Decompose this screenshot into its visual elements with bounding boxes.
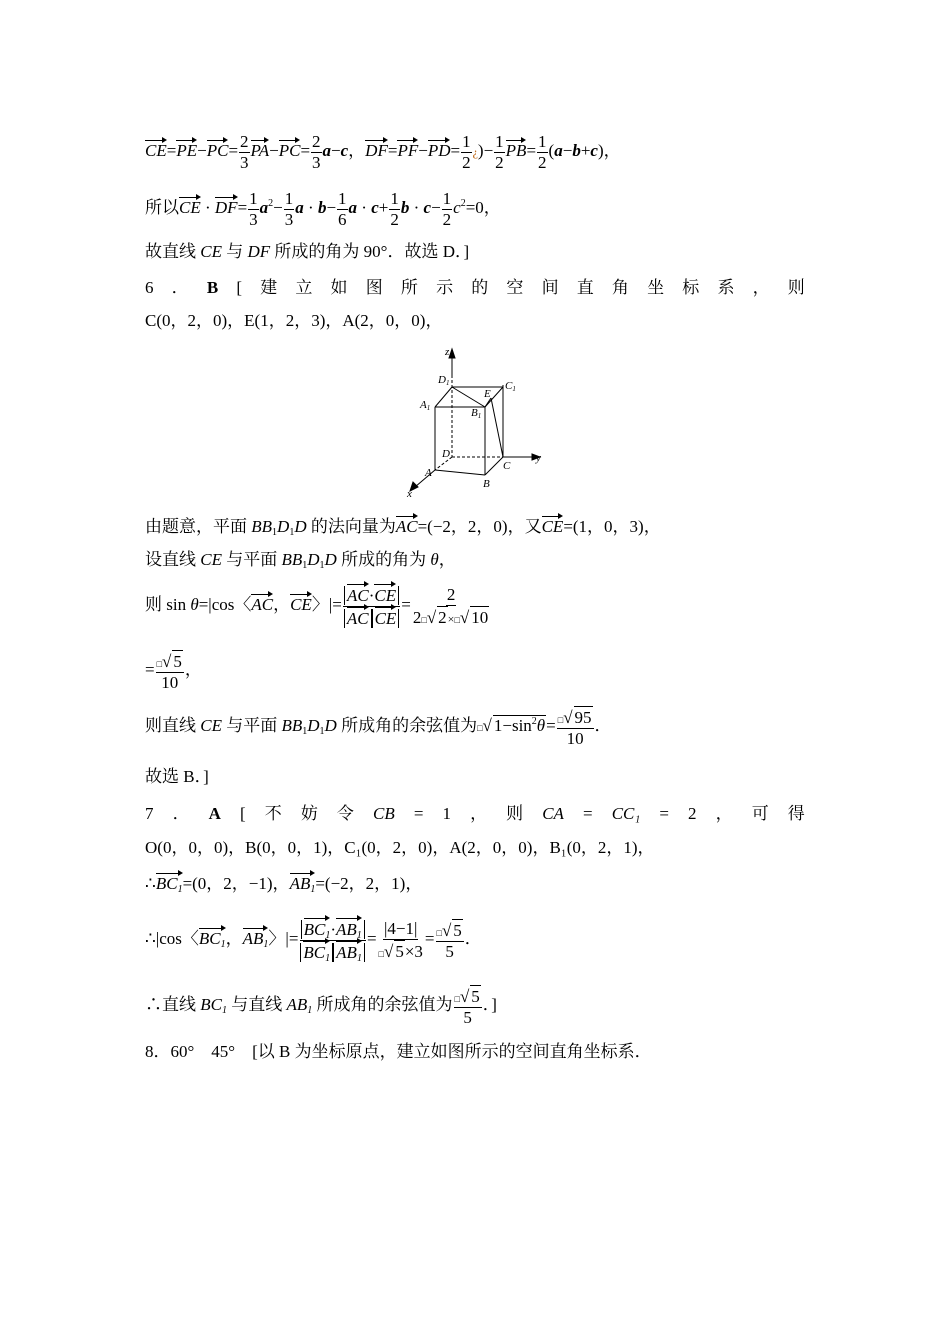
line-bc1: $BC_1$ <box>200 994 227 1016</box>
text: C(0，2，0)，E(1，2，3)，A(2，0，0)， <box>145 311 443 330</box>
vector-ce: CE <box>290 594 312 614</box>
header-word: 令 <box>336 804 354 823</box>
plane-name: D <box>307 550 320 569</box>
fraction-1-2 <box>442 189 453 229</box>
fraction-2-3 <box>239 132 250 172</box>
bold-b: b <box>572 140 581 160</box>
bold-b: b <box>317 197 327 217</box>
text: =0， <box>465 197 501 217</box>
therefore-symbol: ∴ <box>145 874 156 893</box>
label-a: A <box>425 467 432 479</box>
prism-figure <box>405 345 555 505</box>
denominator: 10 <box>566 728 584 748</box>
question-number: 6 <box>145 278 154 297</box>
vector-pe: PE <box>176 140 198 160</box>
fraction-cos <box>299 918 366 962</box>
header-word: [ <box>236 278 243 297</box>
text: = <box>228 140 239 160</box>
plane-name: BB <box>281 715 303 735</box>
equation-dot-product <box>145 189 501 229</box>
label-c1: C1 <box>505 380 516 393</box>
numerator: 1 <box>462 132 471 151</box>
text: ． <box>172 804 190 823</box>
sine-result-line <box>145 650 202 692</box>
label-a1: A1 <box>420 399 431 412</box>
fraction-2-3 <box>311 132 322 172</box>
denominator: 2 <box>390 209 399 229</box>
text: )， <box>597 140 621 160</box>
text: = <box>145 659 155 679</box>
z-arrow <box>449 349 455 358</box>
header-word: 妨 <box>300 804 318 823</box>
plane-name: D <box>324 715 337 735</box>
vector-ce: CE <box>145 140 167 160</box>
fraction-root5-5 <box>454 985 482 1027</box>
header-word: 建 <box>260 278 278 297</box>
numerator: 2 <box>312 132 321 151</box>
q7-header <box>145 805 805 822</box>
text: − <box>269 140 279 160</box>
text: ， <box>438 550 456 569</box>
fraction-1-3 <box>248 189 259 229</box>
numerator: 2 <box>240 132 249 151</box>
numerator: 2 <box>446 585 456 604</box>
plane-name: BB <box>281 550 303 569</box>
denominator: 2 <box>462 152 471 172</box>
denominator: 2 <box>538 152 547 172</box>
italic-df: DF <box>247 242 271 261</box>
denominator: 10 <box>161 672 179 692</box>
text: ． <box>594 715 612 735</box>
text: ． <box>171 278 189 297</box>
vector-pf: PF <box>397 140 419 160</box>
text: ．] <box>482 994 497 1014</box>
denominator: 5 <box>445 941 454 961</box>
header-word: 不 <box>264 804 282 823</box>
header-word: 1 <box>442 804 451 823</box>
text: 〉|= <box>268 928 299 948</box>
header-word: 则 <box>787 278 805 297</box>
numerator: □√ 5 <box>454 987 480 1006</box>
text: 8．60° 45° [以 B 为坐标原点，建立如图所示的空间直角坐标系． <box>145 1042 652 1061</box>
subscript: 1 <box>319 560 325 571</box>
text: 则直线 <box>145 715 201 735</box>
header-word: 系 <box>717 278 735 297</box>
text: = <box>300 140 311 160</box>
bold-c: c <box>340 140 349 160</box>
vector-bc1: $BC_1$ <box>155 874 183 895</box>
denominator: $BC_1$ $AB_1$ <box>299 941 366 963</box>
label-z: z <box>445 346 450 358</box>
text: ， <box>184 659 202 679</box>
numerator: 1 <box>249 189 258 208</box>
text: =(0，2，−1)， <box>182 874 290 893</box>
text: = <box>526 140 537 160</box>
fraction-root95-10 <box>557 706 594 748</box>
numerator: 1 <box>538 132 547 151</box>
equation-ce-df <box>145 132 621 172</box>
header-word: 则 <box>506 804 524 823</box>
fraction-cos <box>343 584 400 628</box>
subscript: 1 <box>319 725 325 737</box>
bold-a: a <box>554 140 563 160</box>
header-word: ， <box>752 278 770 297</box>
header-word: [ <box>240 804 246 823</box>
vector-pd: PD <box>427 140 451 160</box>
plane-name: D <box>324 550 337 569</box>
label-b1: B1 <box>471 407 482 420</box>
header-word: 坐 <box>647 278 665 297</box>
header-word: 标 <box>682 278 700 297</box>
header-word: 角 <box>611 278 629 297</box>
text: |cos〈 <box>155 928 199 948</box>
text: 则 sin <box>145 594 191 614</box>
q7-cosine <box>145 918 482 962</box>
q6-header <box>145 279 805 296</box>
text: ， <box>273 594 291 614</box>
bold-b: b <box>400 197 410 217</box>
text: 〉|= <box>311 594 342 614</box>
text: =|cos〈 <box>198 594 252 614</box>
denominator <box>343 607 400 629</box>
denominator: □√ 5×3 <box>378 941 423 961</box>
edge-a1d1 <box>435 387 452 407</box>
answer-letter: B <box>206 278 219 297</box>
bold-c: c <box>423 197 432 217</box>
plane-name: D <box>294 517 307 536</box>
text: = <box>166 140 177 160</box>
subscript: 1 <box>302 560 308 571</box>
dot: · <box>368 586 375 605</box>
numerator: □√ 5 <box>436 921 462 940</box>
dot-operator: · <box>308 197 314 217</box>
text: 与直线 <box>226 994 287 1014</box>
text: − <box>331 140 341 160</box>
fraction-value <box>378 919 424 961</box>
vector-ce: CE <box>374 586 397 605</box>
label-b: B <box>483 478 490 490</box>
theta: θ <box>430 550 439 569</box>
label-d1: D1 <box>438 374 450 387</box>
header-word: = <box>659 804 669 823</box>
vector-ce: CE <box>179 197 201 217</box>
text: − <box>483 140 494 160</box>
denominator: 2□√ 2×□√ 10 <box>412 607 489 627</box>
vector-ce: CE <box>374 608 397 628</box>
text: 所成的角为 <box>336 550 431 569</box>
denominator: 5 <box>463 1007 472 1027</box>
denominator: 3 <box>312 152 321 172</box>
q7-coordinates <box>145 839 655 856</box>
text: = <box>546 715 556 735</box>
text: =(−2，2，1)， <box>315 874 423 893</box>
dot-operator: · <box>413 197 420 217</box>
bold-c: c <box>371 197 379 217</box>
text: 由题意，平面 <box>145 517 252 536</box>
text: − <box>562 140 573 160</box>
plane-name: BB <box>251 517 273 536</box>
q6-conclusion <box>145 768 209 785</box>
therefore-symbol: ∴ <box>145 994 162 1014</box>
italic-ce: CE <box>200 715 222 735</box>
text: ( <box>548 140 555 160</box>
vector-ce: CE <box>541 517 564 536</box>
header-word: 空 <box>506 278 524 297</box>
text: − <box>197 140 207 160</box>
vector-ac: AC <box>251 594 274 614</box>
header-word: 如 <box>330 278 348 297</box>
header-word: 得 <box>787 804 805 823</box>
text: 故选 B．] <box>145 767 209 786</box>
vector-ac: AC <box>395 517 418 536</box>
label-x: x <box>407 488 412 500</box>
answer-letter: A <box>208 804 221 823</box>
text: = <box>237 197 248 217</box>
radicand: 2 <box>438 607 447 627</box>
numerator: 1 <box>390 189 399 208</box>
header-word: 示 <box>436 278 454 297</box>
numerator: □√ 95 <box>557 708 592 727</box>
numerator: □√ 5 <box>156 652 182 671</box>
vector-ac: AC <box>346 608 369 628</box>
vector-ab1: $AB_1$ <box>242 928 269 950</box>
vector-df: DF <box>365 140 388 160</box>
numerator: 1 <box>495 132 504 151</box>
bold-a: a <box>322 140 332 160</box>
fraction-root5-10 <box>156 650 184 692</box>
q7-vectors <box>145 873 423 895</box>
fraction-1-2 <box>494 132 505 172</box>
fraction-value <box>412 585 490 627</box>
bold-a: a <box>295 197 304 217</box>
header-word: 可 <box>751 804 769 823</box>
denominator: 6 <box>338 209 347 229</box>
denominator: 3 <box>240 152 249 172</box>
fraction-root5-5 <box>436 919 464 961</box>
text: − <box>418 140 428 160</box>
fraction-1-3 <box>284 189 295 229</box>
broken-glyph: ¿ <box>472 144 478 159</box>
header-word: 立 <box>295 278 313 297</box>
fraction-1-2 <box>461 132 472 172</box>
text: ， <box>348 140 366 160</box>
angle-definition-line <box>145 550 456 571</box>
header-word: 图 <box>365 278 383 297</box>
exponent: 2 <box>268 197 274 209</box>
text: 与平面 <box>221 715 282 735</box>
numerator: 1 <box>338 189 347 208</box>
fraction-1-2 <box>389 189 400 229</box>
text: = <box>401 594 411 614</box>
vector-df: DF <box>214 197 238 217</box>
radicand: 95 <box>574 708 592 727</box>
radicand: $1-\sin^2\theta$ <box>493 715 546 735</box>
text: = <box>366 928 377 948</box>
numerator: $BC_1\cdot AB_1$ <box>300 918 366 941</box>
italic-c: c <box>453 197 461 217</box>
header-word: 直 <box>576 278 594 297</box>
denominator: 2 <box>495 152 504 172</box>
root-box: □ <box>477 722 483 733</box>
edge-ab <box>435 470 485 475</box>
sine-formula-line <box>145 584 491 628</box>
header-word: ， <box>715 804 733 823</box>
denominator: 3 <box>249 209 258 229</box>
header-word: CB <box>373 804 395 823</box>
text: 所成角的余弦值为 <box>312 994 453 1014</box>
theta: θ <box>190 594 199 614</box>
fraction-1-6 <box>337 189 348 229</box>
edge-ec <box>491 398 503 457</box>
text: + <box>580 140 591 160</box>
header-word: 间 <box>541 278 559 297</box>
bold-a: a <box>348 197 358 217</box>
vector-pa: PA <box>250 140 270 160</box>
italic-ce: CE <box>200 550 222 569</box>
denominator: 2 <box>442 209 452 229</box>
vector-pc: PC <box>278 140 301 160</box>
label-y: y <box>536 452 541 464</box>
text: 所以 <box>145 197 179 217</box>
subscript: 1 <box>302 725 308 737</box>
dot-operator: · <box>361 197 367 217</box>
numerator: 1 <box>442 189 452 208</box>
vector-ab1: $AB_1$ <box>289 874 316 895</box>
text: ) <box>477 140 484 160</box>
q8-line <box>145 1043 652 1060</box>
conclusion-q5 <box>145 243 469 260</box>
text: 设直线 <box>145 550 201 569</box>
subscript: 1 <box>289 527 295 538</box>
subscript: 1 <box>272 527 278 538</box>
q7-conclusion <box>145 985 497 1027</box>
text: 的法向量为 <box>306 517 396 536</box>
edge-bc <box>485 457 503 475</box>
cosine-value-line: 则直线 CE 与平面 $BB_1D_1D$ 所成角的余弦值为□√ $1-\sin^2\theta=$ $\frac{□√ 95}{10}$ ． <box>145 708 612 748</box>
label-c: C <box>503 460 511 472</box>
header-word: 的 <box>471 278 489 297</box>
vector-pc: PC <box>206 140 229 160</box>
vector-pb: PB <box>505 140 527 160</box>
text: =(−2，2，0)，又 <box>417 517 542 536</box>
text: + <box>378 197 389 217</box>
text: ． <box>464 928 482 948</box>
vector-bc1: $BC_1$ <box>198 928 226 950</box>
numerator: 1 <box>284 189 294 208</box>
dot-operator: · <box>204 197 211 217</box>
text: =(1，0，3)， <box>563 517 661 536</box>
question-number: 7 <box>145 804 154 823</box>
text: = <box>387 140 398 160</box>
label-e: E <box>484 388 491 400</box>
text: − <box>326 197 337 217</box>
text: 与 <box>221 242 248 261</box>
text: 与平面 <box>221 550 282 569</box>
header-word: = <box>583 804 593 823</box>
q6-coordinates <box>145 312 442 329</box>
denominator: 3 <box>284 209 294 229</box>
header-word: 2 <box>688 804 697 823</box>
italic-ce: CE <box>200 242 222 261</box>
plane-name: D <box>277 517 290 536</box>
text: = <box>450 140 461 160</box>
therefore-symbol: ∴ <box>145 928 156 948</box>
label-d: D <box>442 448 450 460</box>
header-word: CA <box>542 804 564 823</box>
text: 所成的角为 90°．故选 D．] <box>270 242 470 261</box>
header-word: CC₁ <box>611 804 641 823</box>
text: − <box>273 197 283 217</box>
text: O(0，0，0)，B(0，0，1)，C₁(0，2，0)，A(2，0，0)，B₁(0，2，1)， <box>145 838 655 857</box>
header-word: = <box>413 804 424 823</box>
text: ， <box>225 928 243 948</box>
bold-c: c <box>590 140 598 160</box>
header-word: 所 <box>400 278 418 297</box>
line-ab1: $AB_1$ <box>286 994 313 1016</box>
numerator: |4−1| <box>384 919 418 938</box>
text: − <box>431 197 441 217</box>
text: = <box>424 928 435 948</box>
plane-name: D <box>307 715 320 735</box>
normal-vector-line <box>145 516 661 538</box>
text: 故直线 <box>145 242 201 261</box>
text: 所成角的余弦值为 <box>336 715 478 735</box>
bold-a: a <box>259 197 269 217</box>
radicand: 10 <box>471 607 489 627</box>
exponent: 2 <box>460 197 466 209</box>
edge-d1b1 <box>452 387 485 407</box>
vector-ac: AC <box>346 586 369 605</box>
fraction-1-2 <box>537 132 548 172</box>
text: 直线 <box>162 994 201 1014</box>
header-word: ， <box>470 804 488 823</box>
radicand: 5 <box>173 652 182 671</box>
